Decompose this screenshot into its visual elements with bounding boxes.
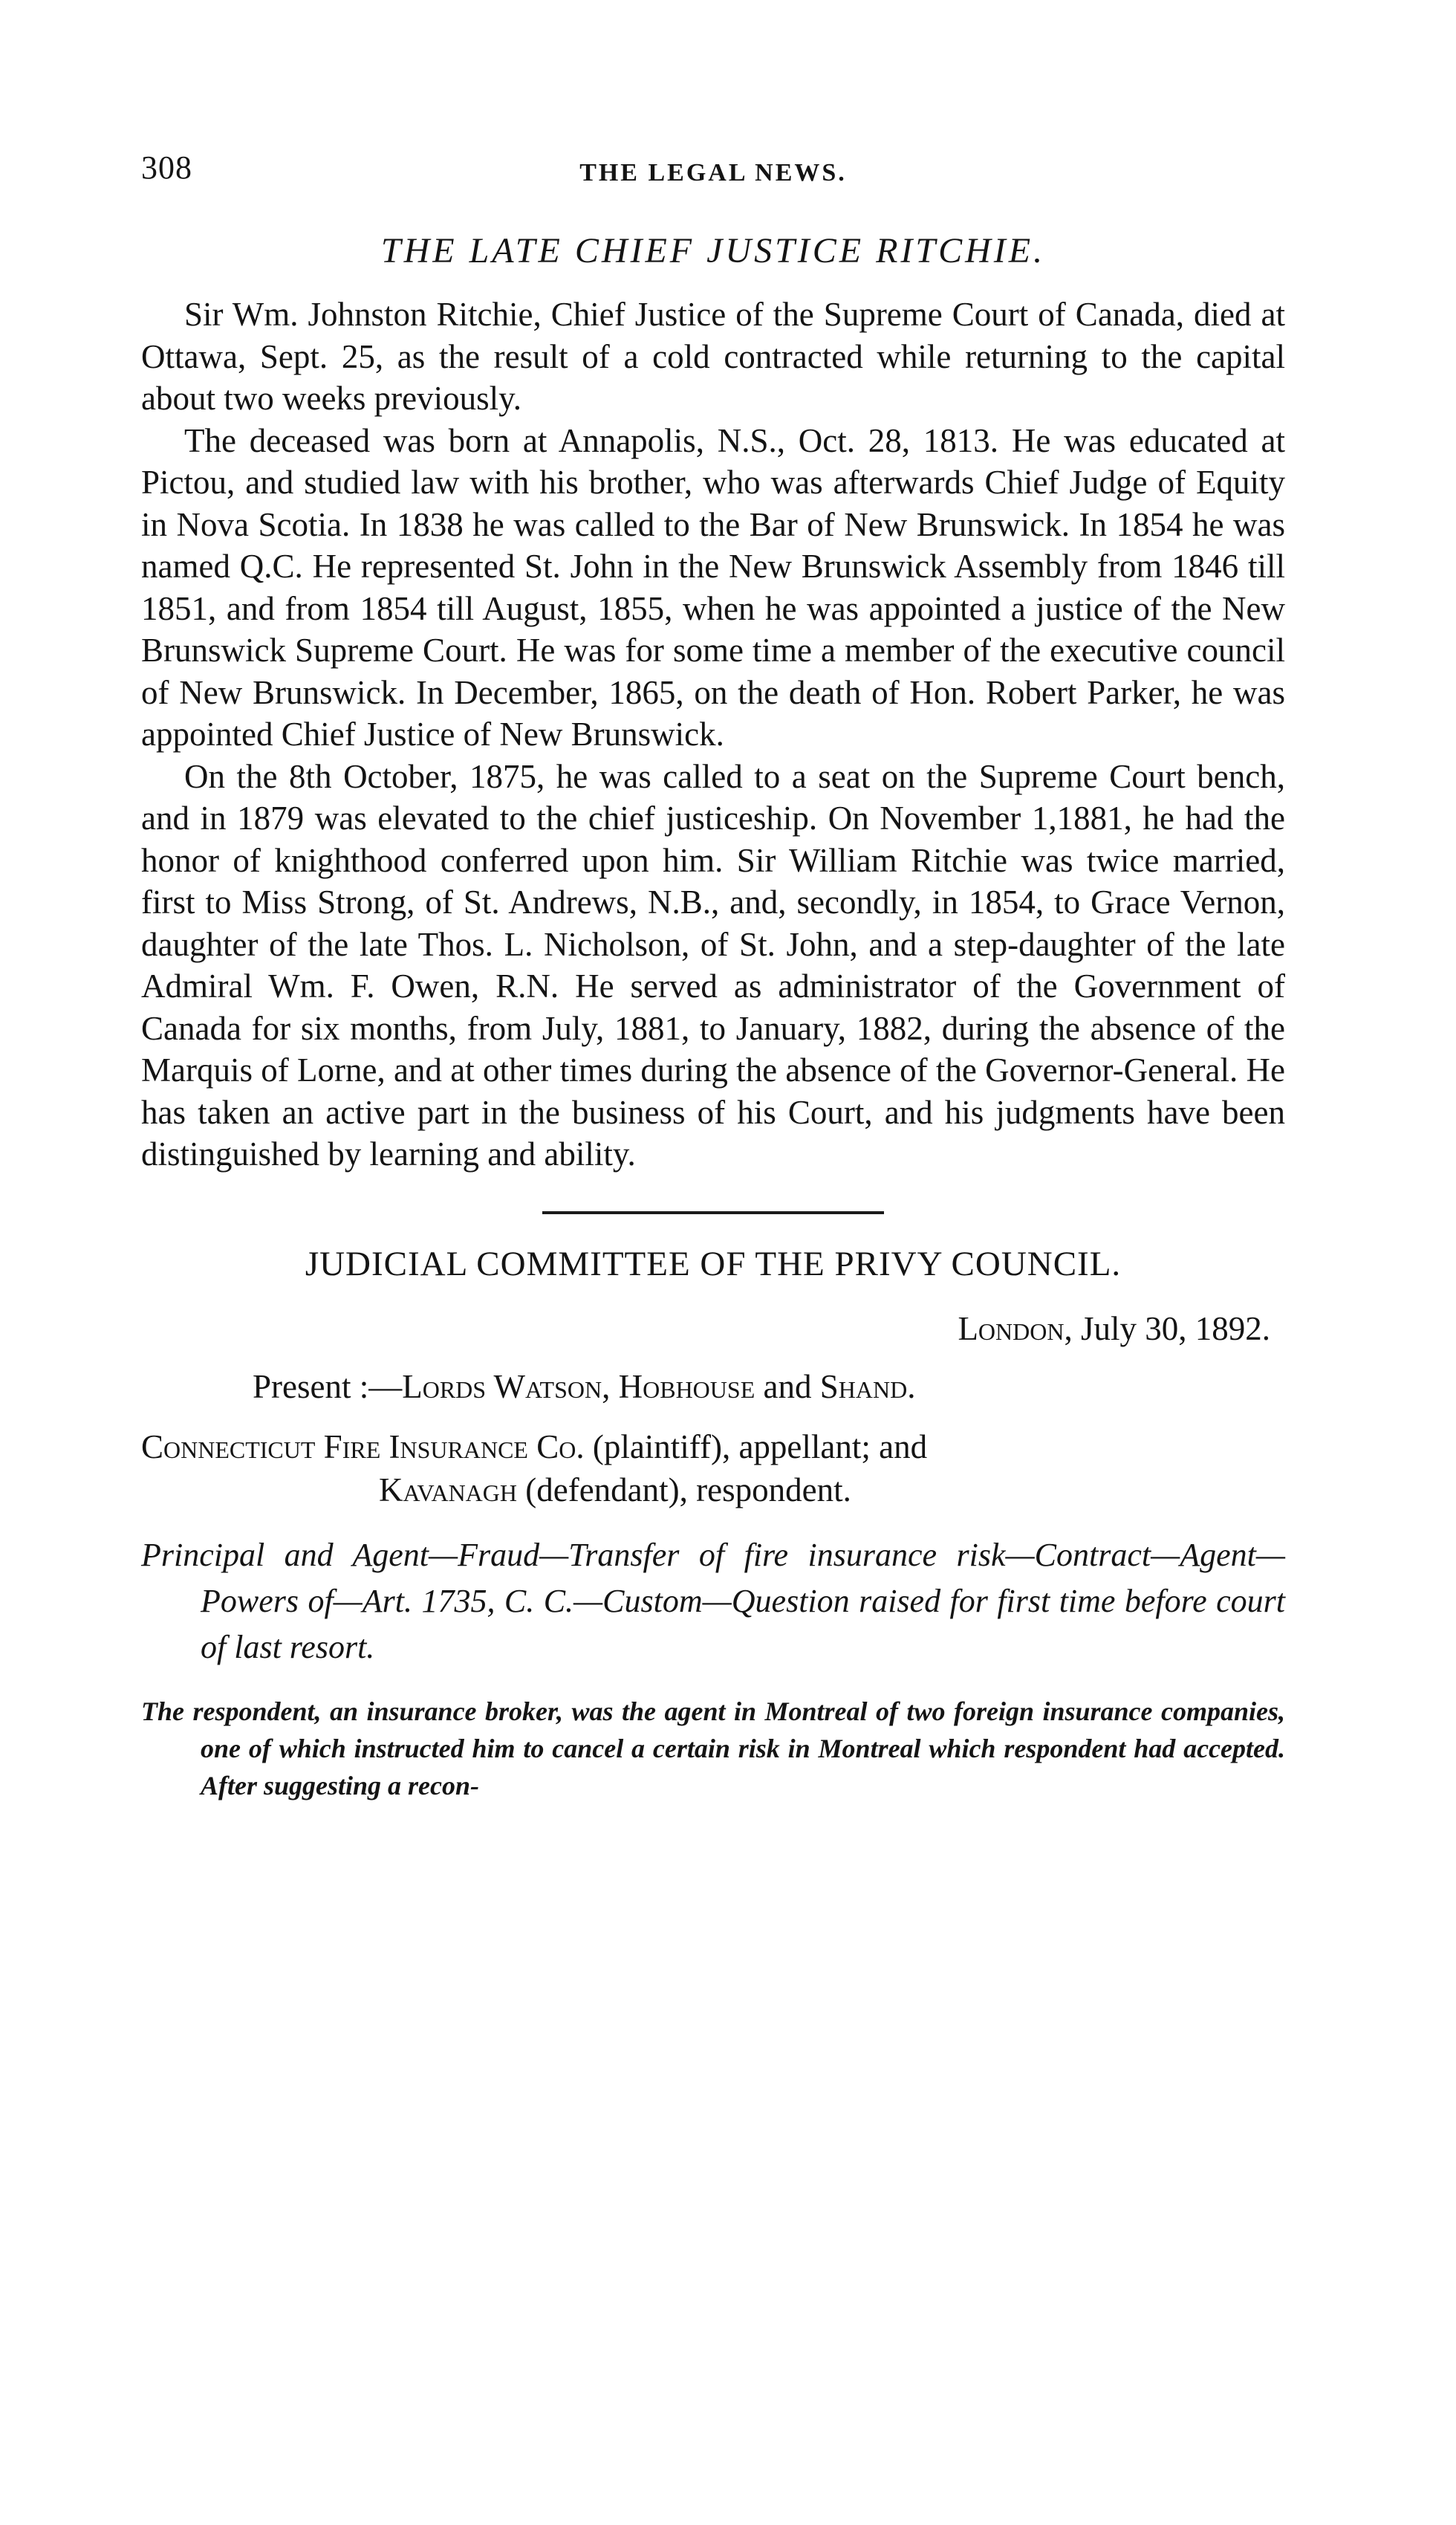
appellant-name: Connecticut Fire Insurance Co. bbox=[141, 1427, 585, 1465]
present-label: Present :— bbox=[253, 1367, 403, 1405]
case-appellant-line bbox=[141, 1425, 1285, 1468]
page bbox=[141, 149, 1285, 1804]
page-number: 308 bbox=[141, 149, 192, 186]
article-title: THE LATE CHIEF JUSTICE RITCHIE. bbox=[380, 231, 1046, 270]
article-paragraph: Sir Wm. Johnston Ritchie, Chief Justice of the Supreme Court of Canada, died at Ottawa, Sept. 25, as the result of a cold contracted while returning to the capital about two weeks previously. bbox=[141, 296, 1285, 417]
dateline-date: July 30, 1892. bbox=[1080, 1309, 1270, 1347]
dateline-place: London, bbox=[958, 1309, 1073, 1347]
appellant-role: (plaintiff), appellant; and bbox=[592, 1427, 928, 1465]
present-line bbox=[141, 1367, 1285, 1406]
present-and: and bbox=[763, 1367, 812, 1405]
headnote: Principal and Agent—Fraud—Transfer of fire insurance risk—Contract—Agent—Powers of—Art. 1735, C. C.—Custom—Question raised for first time before court of last resort. bbox=[141, 1536, 1285, 1665]
section-divider bbox=[542, 1211, 884, 1214]
case-name bbox=[141, 1425, 1285, 1511]
present-lord-last: Shand. bbox=[819, 1367, 916, 1405]
running-head: THE LEGAL NEWS. bbox=[579, 159, 847, 187]
case-respondent-line bbox=[141, 1468, 1285, 1511]
case-summary: The respondent, an insurance broker, was the agent in Montreal of two foreign insurance companies, one of which instructed him to cancel a certain risk in Montreal which respondent had accepted. After suggesting a recon- bbox=[141, 1696, 1285, 1800]
article-paragraph: On the 8th October, 1875, he was called to a seat on the Supreme Court bench, and in 1879 was elevated to the chief justiceship. On November 1,1881, he had the honor of knighthood conferred upon him. Sir William Ritchie was twice married, first to Miss Strong, of St. Andrews, N.B., and, secondly, in 1854, to Grace Vernon, daughter of the late Thos. L. Nicholson, of St. John, and a step-daughter of the late Admiral Wm. F. Owen, R.N. He served as administrator of the Government of Canada for six months, from July, 1881, to January, 1882, during the absence of the Marquis of Lorne, and at other times during the absence of the Governor-General. He has taken an active part in the business of his Court, and his judgments have been distinguished by learning and ability. bbox=[141, 757, 1285, 1173]
page-header bbox=[141, 149, 1285, 208]
dateline bbox=[141, 1309, 1270, 1348]
court-heading: JUDICIAL COMMITTEE OF THE PRIVY COUNCIL. bbox=[305, 1244, 1122, 1283]
respondent-name: Kavanagh bbox=[379, 1471, 518, 1508]
respondent-role: (defendant), respondent. bbox=[525, 1471, 851, 1508]
present-lords: Lords Watson, Hobhouse bbox=[402, 1367, 755, 1405]
article-paragraph: The deceased was born at Annapolis, N.S., Oct. 28, 1813. He was educated at Pictou, and studied law with his brother, who was afterwards Chief Judge of Equity in Nova Scotia. In 1838 he was called to the Bar of New Brunswick. In 1854 he was named Q.C. He represented St. John in the New Brunswick Assembly from 1846 till 1851, and from 1854 till August, 1855, when he was appointed a justice of the New Brunswick Supreme Court. He was for some time a member of the executive council of New Brunswick. In December, 1865, on the death of Hon. Robert Parker, he was appointed Chief Justice of New Brunswick. bbox=[141, 421, 1285, 753]
